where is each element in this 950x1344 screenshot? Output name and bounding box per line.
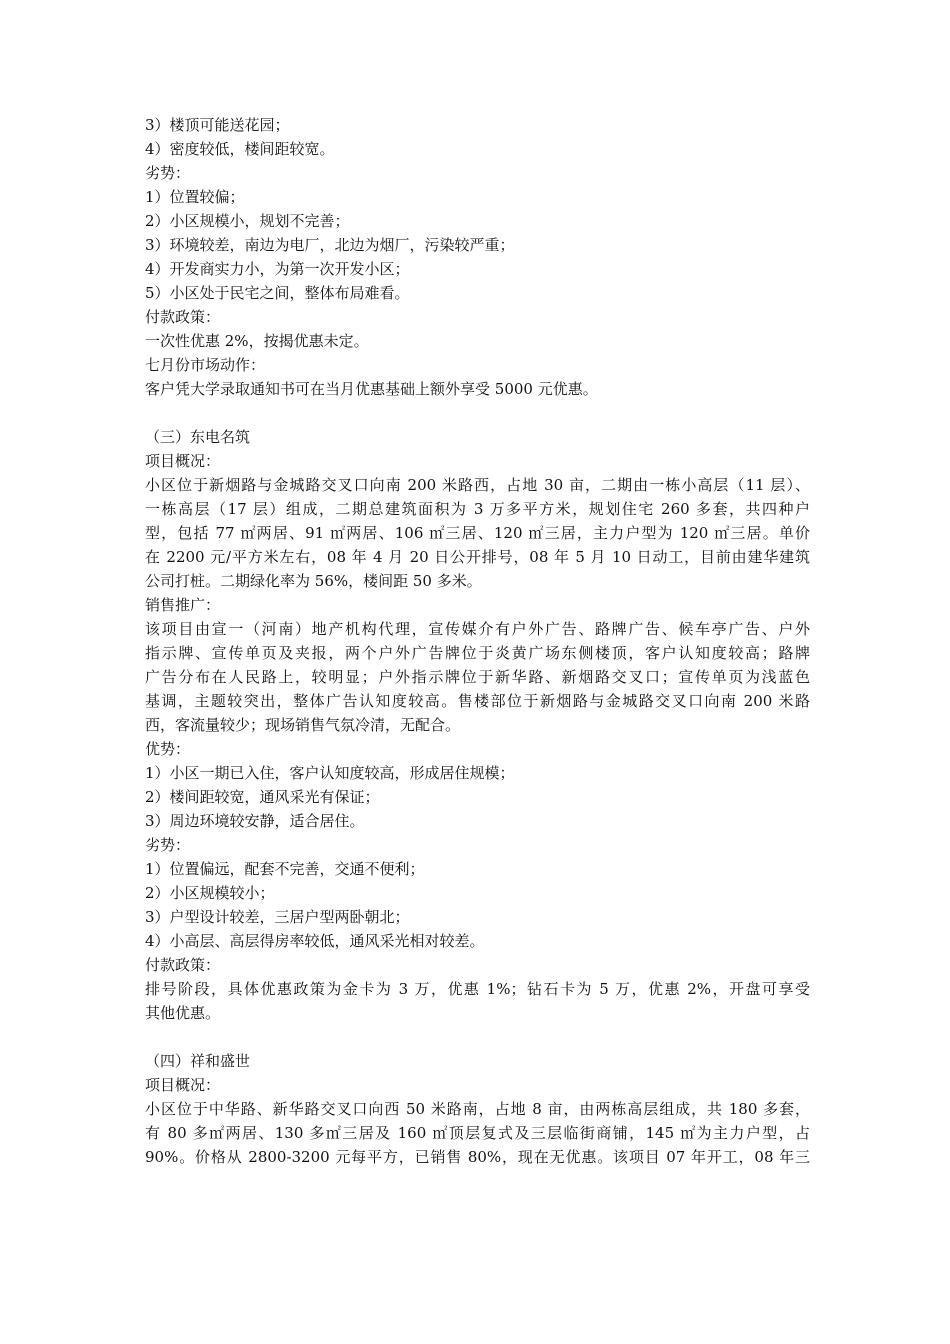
payment-text: 一次性优惠 2%，按揭优惠未定。: [145, 332, 369, 350]
strength-item-2: 2）楼间距较宽，通风采光有保证；: [145, 788, 380, 806]
sales-label: 销售推广：: [145, 596, 221, 614]
weakness-label: 劣势：: [145, 164, 191, 182]
overview-label: 项目概况：: [145, 452, 221, 470]
weakness-item-2: 2）小区规模较小；: [145, 884, 275, 902]
weakness-item-3: 3）环境较差，南边为电厂，北边为烟厂，污染较严重；: [145, 236, 515, 254]
sales-line: 基调，主题较突出，整体广告认知度较高。售楼部位于新烟路与金城路交叉口向南 200 米路: [145, 692, 810, 710]
overview-line: 公司打桩。二期绿化率为 56%，楼间距 50 多米。: [145, 572, 482, 590]
overview-label: 项目概况：: [145, 1076, 221, 1094]
overview-line: 小区位于中华路、新华路交叉口向西 50 米路南，占地 8 亩，由两栋高层组成，共 180 多套，: [145, 1100, 810, 1118]
sales-line: 广告分布在人民路上，较明显；户外指示牌位于新华路、新烟路交叉口；宣传单页为浅蓝色: [145, 668, 810, 686]
section-heading-xianghe: （四）祥和盛世: [145, 1052, 251, 1070]
weakness-item-4: 4）开发商实力小，为第一次开发小区；: [145, 260, 410, 278]
payment-label: 付款政策：: [145, 308, 221, 326]
paragraph-gap: [145, 1025, 810, 1049]
weakness-item-5: 5）小区处于民宅之间，整体布局难看。: [145, 284, 410, 302]
july-text: 客户凭大学录取通知书可在当月优惠基础上额外享受 5000 元优惠。: [145, 380, 598, 398]
overview-line: 在 2200 元/平方米左右，08 年 4 月 20 日公开排号，08 年 5 月 10 日动工，目前由建华建筑: [145, 548, 810, 566]
strength-item-1: 1）小区一期已入住，客户认知度较高，形成居住规模；: [145, 764, 515, 782]
july-label: 七月份市场动作：: [145, 356, 266, 374]
strength-item-3: 3）周边环境较安静，适合居住。: [145, 812, 365, 830]
weakness-item-2: 2）小区规模小，规划不完善；: [145, 212, 350, 230]
weakness-item-1: 1）位置偏远，配套不完善，交通不便利；: [145, 860, 425, 878]
sales-line: 该项目由宣一（河南）地产机构代理，宣传媒介有户外广告、路牌广告、候车亭广告、户外: [145, 620, 810, 638]
payment-line: 排号阶段，具体优惠政策为金卡为 3 万，优惠 1%；钻石卡为 5 万，优惠 2%，开盘可享受: [145, 980, 810, 998]
weakness-item-1: 1）位置较偏；: [145, 188, 245, 206]
weakness-item-4: 4）小高层、高层得房率较低，通风采光相对较差。: [145, 932, 485, 950]
overview-line: 90%。价格从 2800-3200 元每平方，已销售 80%，现在无优惠。该项目 07 年开工，08 年三: [145, 1148, 810, 1166]
weakness-label: 劣势：: [145, 836, 191, 854]
sales-line: 指示牌、宣传单页及夹报，两个户外广告牌位于炎黄广场东侧楼顶，客户认知度较高；路牌: [145, 644, 810, 662]
payment-label: 付款政策：: [145, 956, 221, 974]
overview-line: 有 80 多㎡两居、130 多㎡三居及 160 ㎡顶层复式及三层临街商铺，145 ㎡为主力户型，占: [145, 1124, 810, 1142]
document-body: [145, 113, 810, 1169]
advantage-item-4: 4）密度较低，楼间距较宽。: [145, 140, 335, 158]
weakness-item-3: 3）户型设计较差，三居户型两卧朝北；: [145, 908, 410, 926]
overview-line: 小区位于新烟路与金城路交叉口向南 200 米路西，占地 30 亩，二期由一栋小高层（11 层）、: [145, 476, 810, 494]
payment-line: 其他优惠。: [145, 1004, 221, 1022]
paragraph-gap: [145, 401, 810, 425]
section-heading-dongdian: （三）东电名筑: [145, 428, 251, 446]
sales-line: 西，客流量较少；现场销售气氛冷清，无配合。: [145, 716, 461, 734]
advantage-item-3: 3）楼顶可能送花园；: [145, 116, 290, 134]
overview-line: 一栋高层（17 层）组成，二期总建筑面积为 3 万多平方米，规划住宅 260 多套，共四种户: [145, 500, 810, 518]
overview-line: 型，包括 77 ㎡两居、91 ㎡两居、106 ㎡三居、120 ㎡三居，主力户型为 120 ㎡三居。单价: [145, 524, 810, 542]
strength-label: 优势：: [145, 740, 191, 758]
